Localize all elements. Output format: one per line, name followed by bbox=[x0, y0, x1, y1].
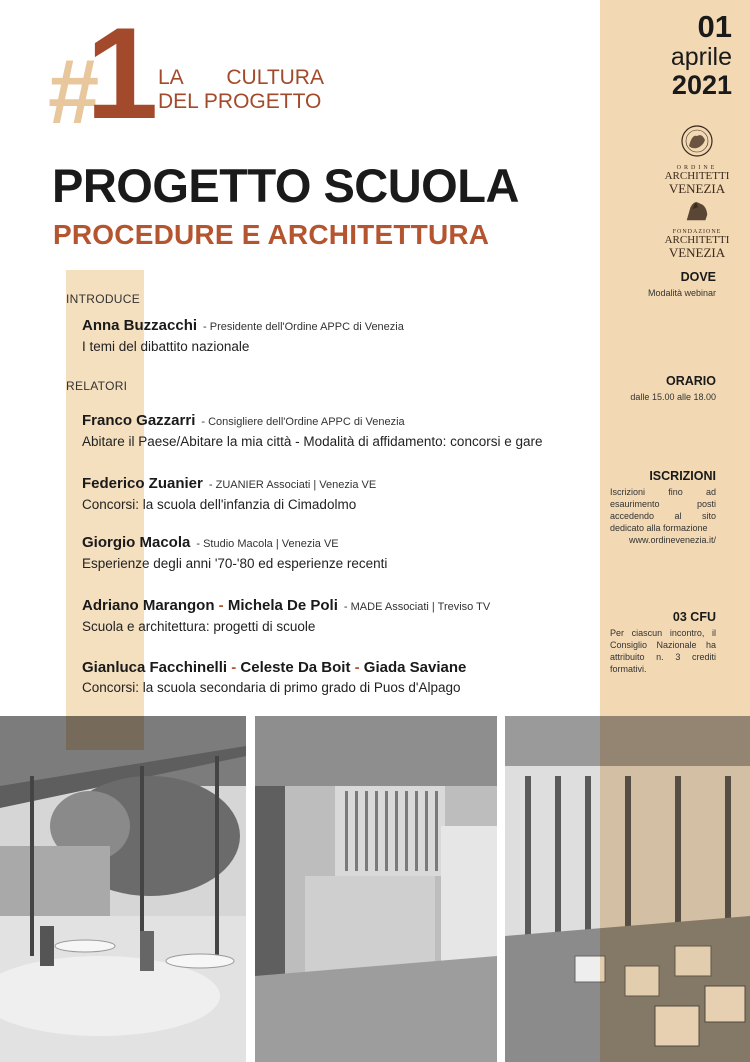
name-separator: - bbox=[227, 659, 241, 676]
hash-symbol: # bbox=[48, 41, 100, 143]
fondazione-logo-line2: VENEZIA bbox=[668, 245, 726, 260]
speaker-entry bbox=[82, 658, 592, 698]
speaker-name: Celeste Da Boit bbox=[240, 659, 351, 676]
fondazione-logo-line1: ARCHITETTI bbox=[664, 234, 730, 246]
speaker-entry bbox=[82, 316, 592, 357]
iscrizioni-url[interactable]: www.ordinevenezia.it/ bbox=[628, 535, 716, 545]
ordine-logo-line1: ARCHITETTI bbox=[664, 170, 730, 182]
series-title bbox=[158, 66, 324, 114]
speaker-name: Franco Gazzarri bbox=[82, 412, 196, 429]
page-subtitle: PROCEDURE E ARCHITETTURA bbox=[53, 219, 490, 250]
orario-text: dalle 15.00 alle 18.00 bbox=[630, 392, 716, 402]
speaker-name-line bbox=[82, 474, 592, 495]
kindergarten-image bbox=[0, 716, 246, 1062]
ordine-logo bbox=[660, 124, 734, 195]
speaker-entry bbox=[82, 474, 592, 515]
iscrizioni-text: Iscrizioni fino ad esaurimento posti accedendo al sito dedicato alla formazione bbox=[610, 487, 716, 533]
speaker-name-line bbox=[82, 533, 592, 554]
speaker-entry bbox=[82, 411, 592, 452]
ordine-logo-line2: VENEZIA bbox=[668, 181, 726, 196]
lion-emblem-icon bbox=[680, 124, 714, 160]
accent-bar-overlay bbox=[66, 716, 144, 750]
speaker-name: Giada Saviane bbox=[363, 659, 467, 676]
speaker-name: Anna Buzzacchi bbox=[82, 317, 198, 334]
sidebar-overlay bbox=[600, 716, 750, 1062]
speaker-role: - MADE Associati | Treviso TV bbox=[343, 601, 491, 613]
speaker-name: Adriano Marangon bbox=[82, 597, 215, 614]
speaker-topic: Concorsi: la scuola dell'infanzia di Cimadolmo bbox=[82, 497, 357, 512]
dove-text: Modalità webinar bbox=[647, 288, 716, 298]
speaker-name: Federico Zuanier bbox=[82, 475, 203, 492]
date-year: 2021 bbox=[671, 70, 732, 100]
series-line-2: DEL PROGETTO bbox=[158, 90, 322, 113]
info-orario bbox=[610, 374, 716, 403]
series-number: 1 bbox=[86, 0, 155, 146]
speaker-name-line bbox=[82, 596, 592, 617]
speaker-topic: Concorsi: la scuola secondaria di primo grado di Puos d'Alpago bbox=[82, 680, 461, 695]
speaker-name-line bbox=[82, 658, 592, 678]
speaker-name: Giorgio Macola bbox=[82, 534, 191, 551]
speaker-name: Gianluca Facchinelli bbox=[82, 659, 228, 676]
speaker-topic: Scuola e architettura: progetti di scuole bbox=[82, 619, 316, 634]
lion-emblem-icon bbox=[680, 196, 714, 224]
info-cfu bbox=[610, 610, 716, 675]
atrium-image bbox=[255, 716, 497, 1062]
cfu-text: Per ciascun incontro, il Consiglio Nazionale ha attribuito n. 3 crediti formativi. bbox=[610, 628, 716, 674]
page-title: PROGETTO SCUOLA bbox=[52, 159, 519, 212]
info-iscrizioni bbox=[610, 469, 716, 546]
speaker-name-line bbox=[82, 411, 592, 432]
speaker-entry bbox=[82, 596, 592, 637]
date-month: aprile bbox=[670, 43, 732, 71]
speaker-topic: Esperienze degli anni '70-'80 ed esperienze recenti bbox=[82, 556, 388, 571]
iscrizioni-heading: ISCRIZIONI bbox=[649, 469, 716, 483]
fondazione-logo bbox=[660, 196, 734, 259]
speaker-role: - Consigliere dell'Ordine APPC di Venezia bbox=[201, 416, 405, 428]
speaker-name: Michela De Poli bbox=[227, 597, 338, 614]
event-date bbox=[600, 10, 732, 100]
date-day: 01 bbox=[697, 9, 732, 44]
cfu-heading: 03 CFU bbox=[672, 610, 716, 624]
name-separator: - bbox=[214, 597, 228, 614]
orario-heading: ORARIO bbox=[666, 374, 716, 388]
introduce-label: INTRODUCE bbox=[66, 292, 141, 306]
speaker-topic: I temi del dibattito nazionale bbox=[82, 339, 250, 354]
speaker-entry bbox=[82, 533, 592, 574]
photo-atrium bbox=[255, 716, 497, 1062]
fondazione-logo-small: FONDAZIONE bbox=[672, 229, 722, 235]
speaker-role: - Presidente dell'Ordine APPC di Venezia bbox=[203, 321, 404, 333]
photo-kindergarten bbox=[0, 716, 246, 1062]
dove-heading: DOVE bbox=[680, 270, 716, 284]
speaker-role: - ZUANIER Associati | Venezia VE bbox=[208, 479, 377, 491]
relatori-label: RELATORI bbox=[66, 379, 128, 393]
speaker-name-line bbox=[82, 316, 592, 337]
series-line-1: LA CULTURA bbox=[158, 66, 324, 89]
ordine-logo-small: ORDINE bbox=[676, 165, 718, 171]
name-separator: - bbox=[350, 659, 364, 676]
speaker-topic: Abitare il Paese/Abitare la mia città - Modalità di affidamento: concorsi e gare bbox=[82, 434, 543, 449]
info-dove bbox=[610, 270, 716, 299]
speaker-role: - Studio Macola | Venezia VE bbox=[196, 538, 339, 550]
